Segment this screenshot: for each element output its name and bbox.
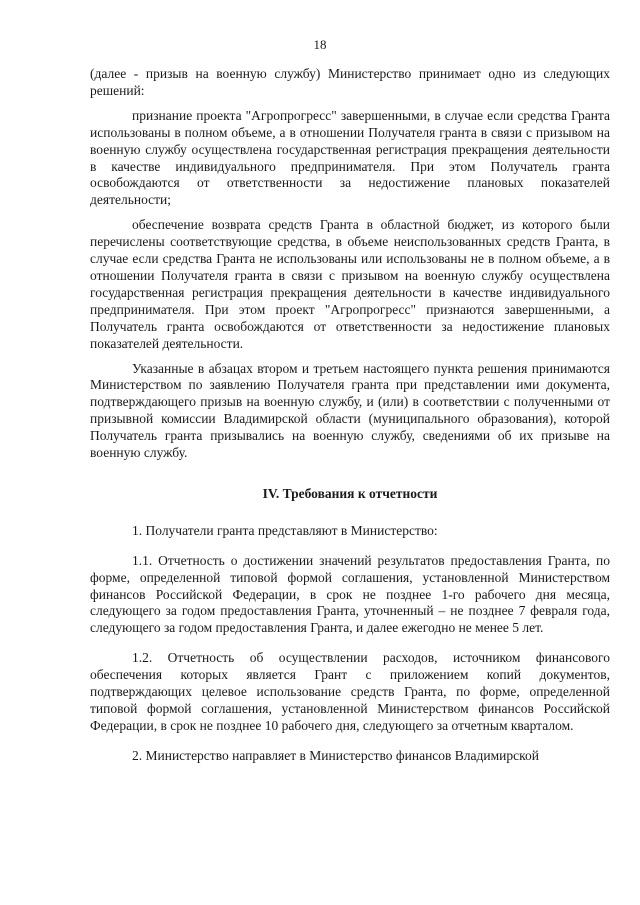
section-item-1-2: 1.2. Отчетность об осуществлении расходов, источником финансового обеспечения которых является Грант с приложением копий документов, подтверждающих целевое использование средств Гранта, по форме, определенной типовой формой соглашения, установленной Министерством финансов Российской Федерации, в срок не позднее 10 рабочего дня, следующего за отчетным кварталом. <box>90 650 610 733</box>
section-heading: IV. Требования к отчетности <box>262 485 438 501</box>
document-body <box>90 66 610 765</box>
paragraph-continuation: (далее - призыв на военную службу) Министерство принимает одно из следующих решений: <box>90 66 610 98</box>
section-item-1: 1. Получатели гранта представляют в Министерство: <box>132 522 438 538</box>
section-item-1-1: 1.1. Отчетность о достижении значений результатов предоставления Гранта, по форме, определенной типовой формой соглашения, установленной Министерством финансов Российской Федерации, в срок не позднее 1-го рабочего дня месяца, следующего за годом предоставления Гранта, уточненный – не позднее 7 февраля года, следующего за годом предоставления Гранта, и далее ежегодно не менее 5 лет. <box>90 552 610 636</box>
paragraph-decision-refund: обеспечение возврата средств Гранта в областной бюджет, из которого были перечислены соответствующие средства, в объеме неиспользованных средств Гранта, в случае если средства Гранта не использованы или использованы не в полном объеме, а в отношении Получателя гранта в связи с призывом на военную службу осуществлена государственная регистрация прекращения деятельности в качестве индивидуального предпринимателя. При этом проект "Агропрогресс" признаются завершенными, а Получатель гранта освобождаются от ответственности за недостижение плановых показателей деятельности. <box>90 217 610 351</box>
paragraph-decision-conditions: Указанные в абзацах втором и третьем настоящего пункта решения принимаются Министерством по заявлению Получателя гранта при представлении ими документа, подтверждающего призыв на военную службу, и (или) в соответствии с полученными от призывной комиссии Владимирской области (муниципального образования), которой Получатель гранта призывались на военную службу, сведениями об их призыве на военную службу. <box>90 360 610 461</box>
section-item-2: 2. Министерство направляет в Министерство финансов Владимирской <box>132 747 539 763</box>
page-number: 18 <box>313 37 327 52</box>
paragraph-decision-completion: признание проекта "Агропрогресс" завершенными, в случае если средства Гранта использованы в полном объеме, а в отношении Получателя гранта в связи с призывом на военную службу осуществлена государственная регистрация прекращения деятельности в качестве индивидуального предпринимателя. При этом Получатель гранта освобождаются от ответственности за недостижение плановых показателей деятельности; <box>90 107 610 208</box>
